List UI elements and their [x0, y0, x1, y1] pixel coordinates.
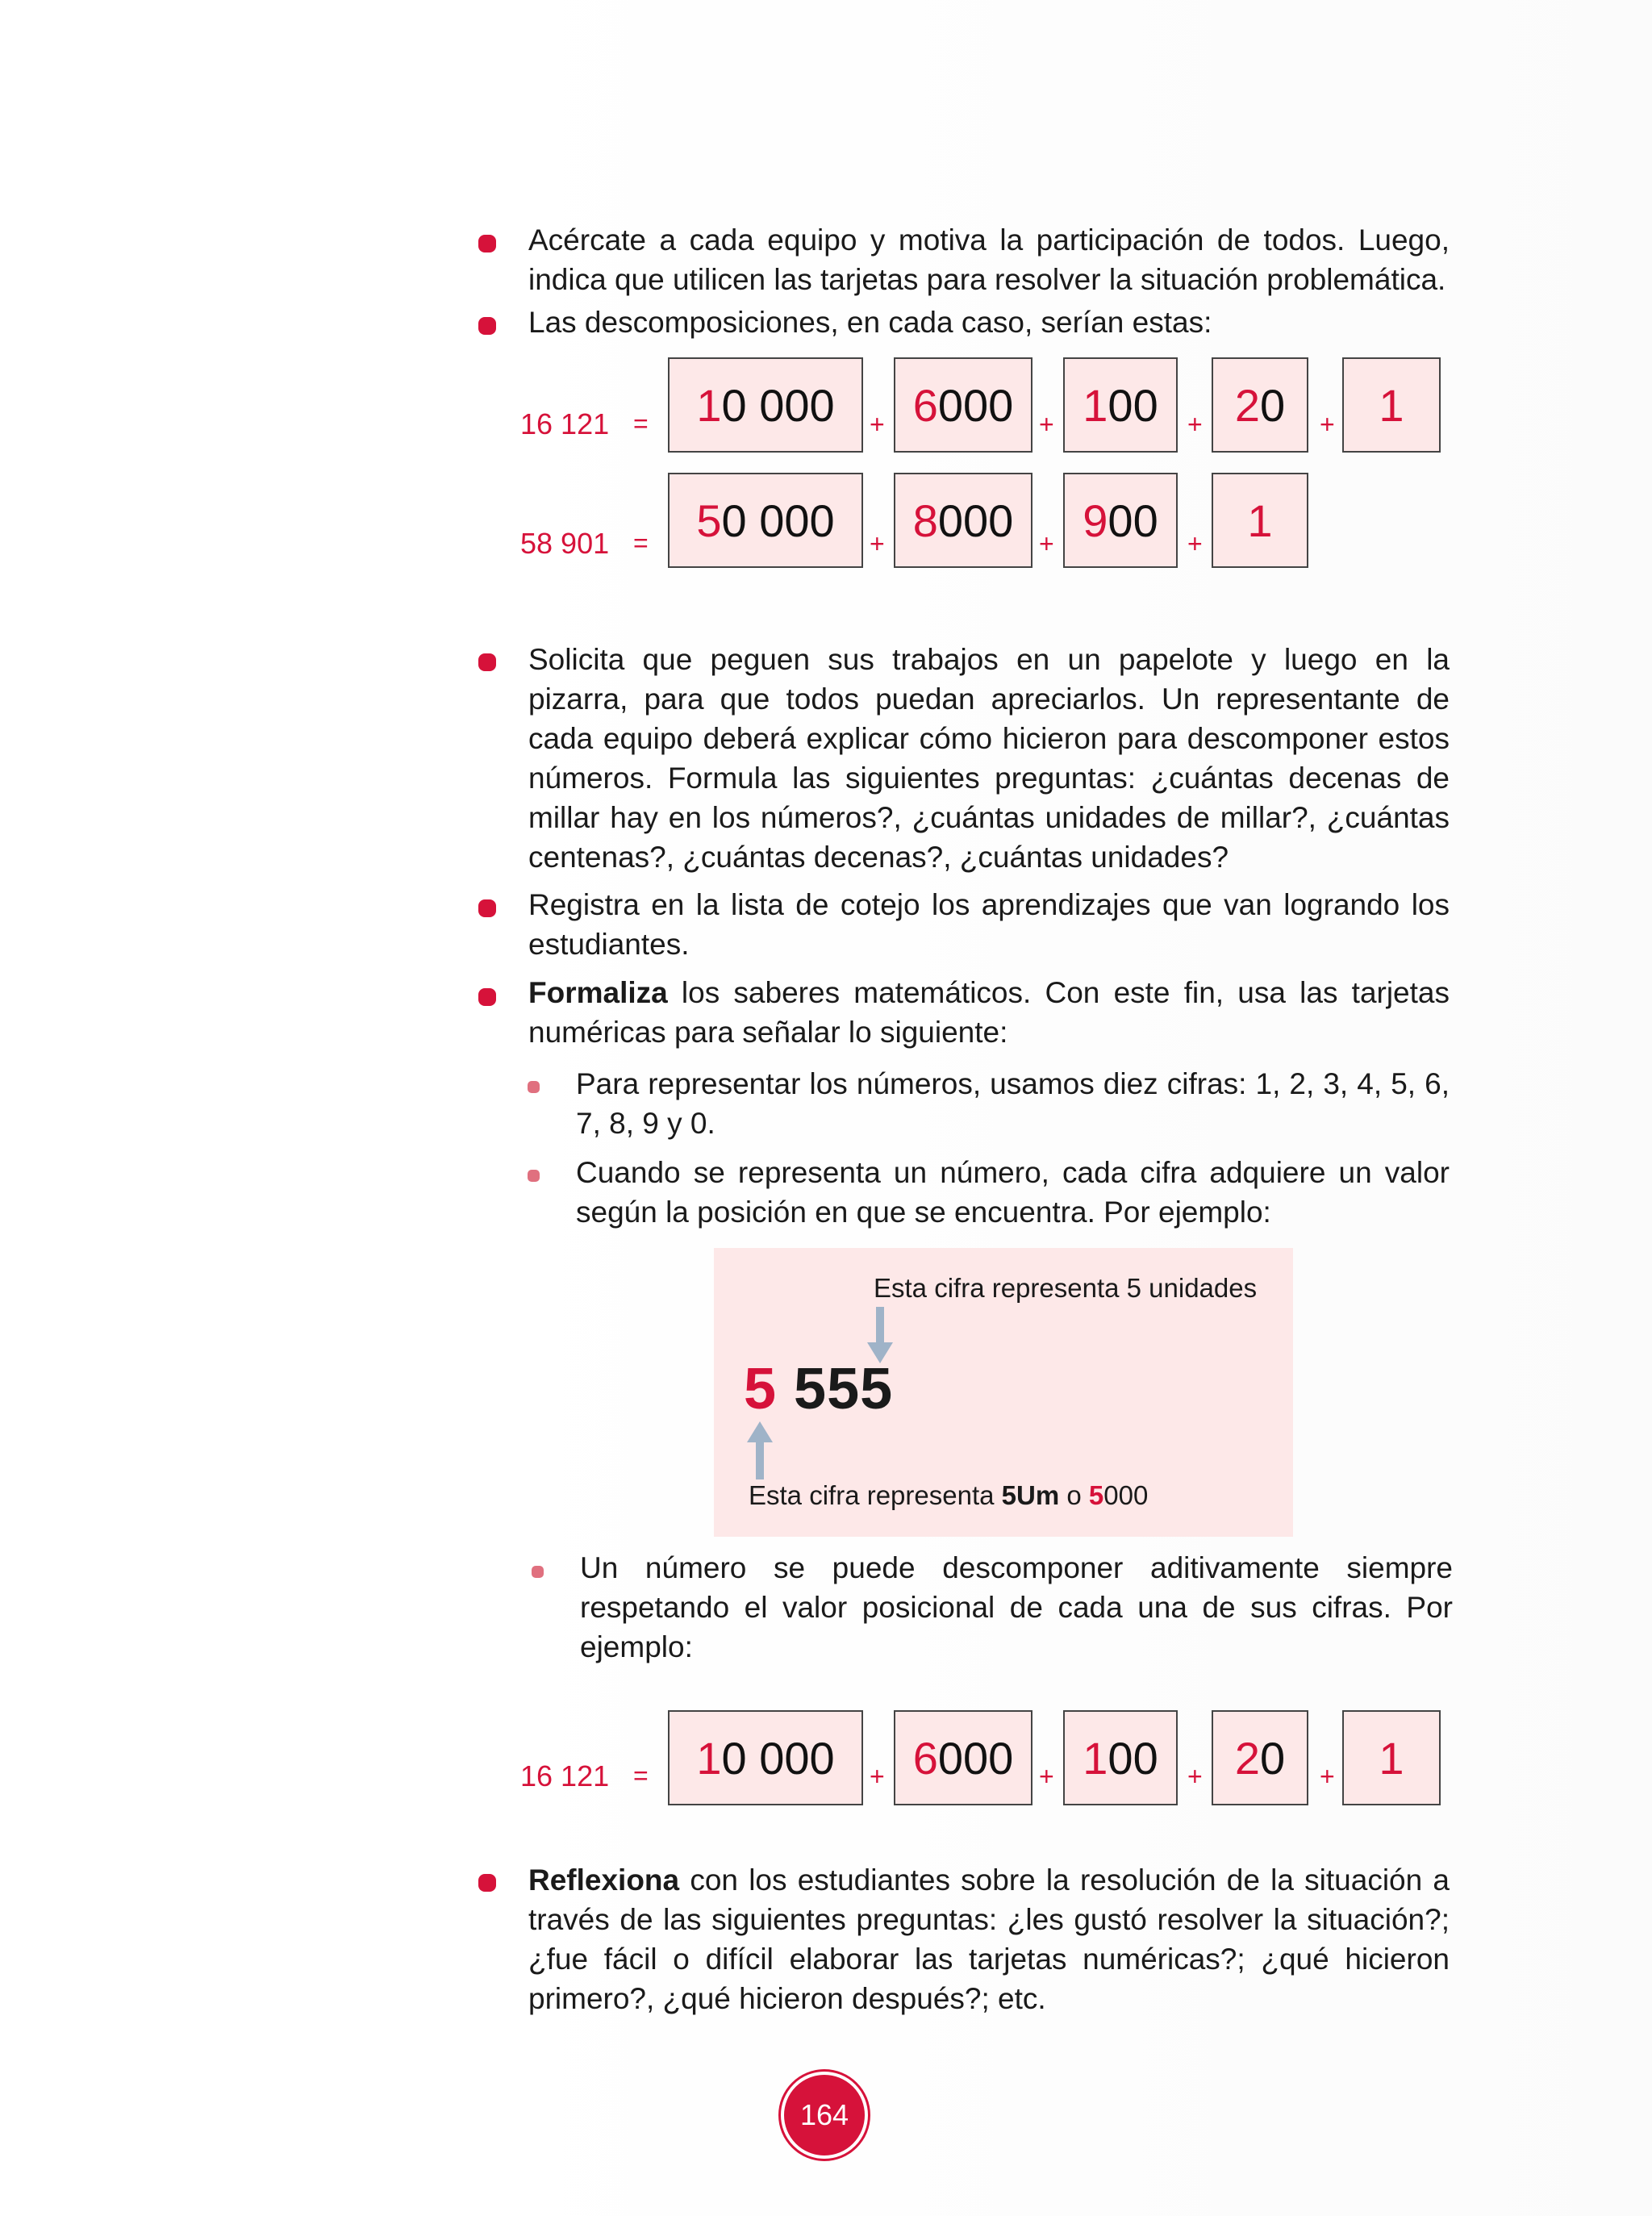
thousands-caption: Esta cifra representa 5Um o 5000 — [749, 1480, 1149, 1510]
bullet-marker — [478, 988, 496, 1006]
plus-sign: + — [870, 410, 885, 439]
number-card: 2 0 — [1212, 1710, 1308, 1805]
plus-sign: + — [1320, 1762, 1335, 1791]
bullet-marker — [478, 899, 496, 917]
bullet-marker — [478, 235, 496, 252]
sub-item-digits: Para representar los números, usamos diez cifras: 1, 2, 3, 4, 5, 6, 7, 8, 9 y 0. — [576, 1067, 1450, 1140]
number-card: 9 00 — [1063, 473, 1178, 568]
equation-number: 58 901 — [520, 527, 610, 560]
number-card: 1 — [1342, 357, 1441, 453]
number-card: 1 — [1342, 1710, 1441, 1805]
sub-bullet-marker — [532, 1566, 544, 1578]
paragraph-checklist: Registra en la lista de cotejo los aprendizajes que van logrando los estudiantes. — [528, 888, 1450, 961]
plus-sign: + — [870, 1762, 885, 1791]
sub-bullet-marker — [528, 1081, 540, 1093]
paragraph-reflect: Reflexiona con los estudiantes sobre la resolución de la situación a través de las siguientes preguntas: ¿les gustó resolver la situación?; ¿fue fácil o difícil elaborar las tarjetas numéricas?; ¿qué hicieron primero?, ¿qué hicieron después?; etc. — [528, 1863, 1450, 2015]
number-card: 5 0 000 — [668, 473, 863, 568]
equation-number: 16 121 — [520, 407, 610, 440]
sub-item-additive-decomposition: Un número se puede descomponer aditivamente siempre respetando el valor posicional de cada una de sus cifras. Por ejemplo: — [580, 1551, 1453, 1663]
equals-sign: = — [633, 1761, 649, 1790]
number-card: 1 0 000 — [668, 357, 863, 453]
number-card: 1 00 — [1063, 357, 1178, 453]
plus-sign: + — [1187, 529, 1203, 558]
number-card: 6 000 — [894, 1710, 1032, 1805]
units-caption: Esta cifra representa 5 unidades — [874, 1273, 1258, 1303]
bullet-marker — [478, 653, 496, 671]
bullet-marker — [478, 317, 496, 335]
plus-sign: + — [1187, 1762, 1203, 1791]
number-card: 1 0 000 — [668, 1710, 863, 1805]
equation-number: 16 121 — [520, 1759, 610, 1792]
page-number-badge: 164 — [781, 2072, 868, 2159]
bullet-marker — [478, 1874, 496, 1892]
plus-sign: + — [1039, 410, 1054, 439]
equals-sign: = — [633, 528, 649, 557]
number-card: 2 0 — [1212, 357, 1308, 453]
sub-bullet-marker — [528, 1170, 540, 1182]
plus-sign: + — [1039, 529, 1054, 558]
plus-sign: + — [1187, 410, 1203, 439]
plus-sign: + — [870, 529, 885, 558]
example-number: 5 555 — [744, 1357, 894, 1421]
paragraph-share-work: Solicita que peguen sus trabajos en un papelote y luego en la pizarra, para que todos puedan apreciarlos. Un representante de cada equipo deberá explicar cómo hicieron para descomponer estos números. Formula las siguientes preguntas: ¿cuántas decenas de millar hay en los números?, ¿cuántas unidades de millar?, ¿cuántas centenas?, ¿cuántas decenas?, ¿cuántas unidades? — [528, 643, 1450, 874]
number-card: 8 000 — [894, 473, 1032, 568]
number-card: 1 00 — [1063, 1710, 1178, 1805]
plus-sign: + — [1039, 1762, 1054, 1791]
paragraph-decompositions-intro: Las descomposiciones, en cada caso, serían estas: — [528, 306, 1212, 339]
sub-item-position-value: Cuando se representa un número, cada cifra adquiere un valor según la posición en que se encuentra. Por ejemplo: — [576, 1156, 1450, 1229]
equals-sign: = — [633, 409, 649, 438]
arrow-up-icon — [745, 1421, 774, 1479]
plus-sign: + — [1320, 410, 1335, 439]
paragraph-formalize: Formaliza los saberes matemáticos. Con este fin, usa las tarjetas numéricas para señalar lo siguiente: — [528, 976, 1450, 1049]
number-card: 1 — [1212, 473, 1308, 568]
number-card: 6 000 — [894, 357, 1032, 453]
paragraph-motivate-teams: Acércate a cada equipo y motiva la participación de todos. Luego, indica que utilicen las tarjetas para resolver la situación problemática. — [528, 223, 1450, 296]
